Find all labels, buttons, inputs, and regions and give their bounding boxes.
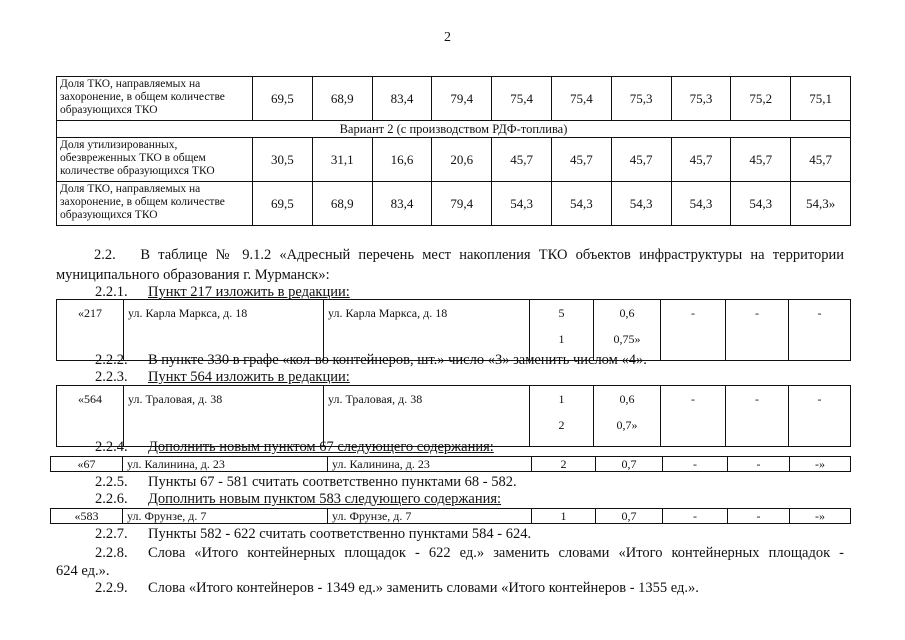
volume-value: 0,75» xyxy=(613,332,641,346)
container-count: 1 xyxy=(532,509,596,524)
item-number: 2.2.1. xyxy=(95,284,128,300)
paragraph-text: Дополнить новым пунктом 583 следующего содержания: xyxy=(148,491,502,507)
table-row xyxy=(51,457,851,472)
value-cell: 54,3» xyxy=(791,182,851,226)
item-number: 2.2.8. xyxy=(95,545,128,561)
value-cell: 79,4 xyxy=(432,182,492,226)
dash-cell: - xyxy=(728,457,790,472)
page-number: 2 xyxy=(444,30,451,45)
address-table-67 xyxy=(50,456,851,472)
value-cell: 75,3 xyxy=(671,77,731,121)
value-cell: 75,2 xyxy=(731,77,791,121)
address-cell: ул. Траловая, д. 38 xyxy=(124,386,324,447)
value-cell: 45,7 xyxy=(492,138,552,182)
row-label: Доля ТКО, направляемых на захоронение, в общем количестве образующихся ТКО xyxy=(57,182,253,226)
dash-cell: - xyxy=(663,509,728,524)
address-cell: ул. Калинина, д. 23 xyxy=(123,457,328,472)
volume-value: 0,7» xyxy=(616,418,638,432)
table-row xyxy=(57,77,851,121)
paragraph-text: Слова «Итого контейнеров - 1349 ед.» заменить словами «Итого контейнеров - 1355 ед.». xyxy=(148,580,699,596)
value-cell: 54,3 xyxy=(611,182,671,226)
paragraph-2-2-cont: муниципального образования г. Мурманск»: xyxy=(56,267,330,283)
table-row xyxy=(51,509,851,524)
address-cell: ул. Фрунзе, д. 7 xyxy=(123,509,328,524)
address-table-583 xyxy=(50,508,851,524)
point-number: «217 xyxy=(57,300,124,361)
value-cell: 16,6 xyxy=(372,138,432,182)
paragraph-text: Дополнить новым пунктом 67 следующего содержания: xyxy=(148,439,494,455)
value-cell: 54,3 xyxy=(671,182,731,226)
value-cell: 45,7 xyxy=(671,138,731,182)
value-cell: 54,3 xyxy=(492,182,552,226)
dash-cell: -» xyxy=(790,509,851,524)
dash-cell: -» xyxy=(790,457,851,472)
value-cell: 45,7 xyxy=(791,138,851,182)
value-cell: 75,1 xyxy=(791,77,851,121)
paragraph-2-2-7 xyxy=(95,524,531,544)
dash-cell: - xyxy=(726,386,789,447)
value-cell: 45,7 xyxy=(611,138,671,182)
dash-cell: - xyxy=(661,386,726,447)
value-cell: 54,3 xyxy=(731,182,791,226)
value-cell: 68,9 xyxy=(312,77,372,121)
item-number: 2.2.6. xyxy=(95,491,128,507)
paragraph-text: В таблице № 9.1.2 «Адресный перечень мест накопления ТКО объектов инфраструктуры на территории xyxy=(140,247,844,263)
paragraph-2-2 xyxy=(56,245,844,265)
paragraph-2-2-8 xyxy=(56,543,844,563)
value-cell: 69,5 xyxy=(253,182,313,226)
variant-row xyxy=(57,121,851,138)
paragraph-text: Пункты 582 - 622 считать соответственно пунктами 584 - 624. xyxy=(148,526,532,542)
volume-value: 0,6 xyxy=(619,392,635,406)
point-number: «583 xyxy=(51,509,123,524)
dash-cell: - xyxy=(728,509,790,524)
table-row xyxy=(57,182,851,226)
value-cell: 45,7 xyxy=(731,138,791,182)
item-number: 2.2.5. xyxy=(95,474,128,490)
container-count: 1 xyxy=(558,392,565,406)
paragraph-text: Слова «Итого контейнерных площадок - 622 ед.» заменить словами «Итого контейнерных площадок - xyxy=(148,545,844,561)
item-number: 2.2.7. xyxy=(95,526,128,542)
container-count: 1 xyxy=(558,332,565,346)
point-number: «564 xyxy=(57,386,124,447)
dash-cell: - xyxy=(661,300,726,361)
item-number: 2.2.4. xyxy=(95,439,128,455)
item-number: 2.2.9. xyxy=(95,580,128,596)
volume-value: 0,7 xyxy=(596,457,663,472)
dash-cell: - xyxy=(726,300,789,361)
value-cell: 54,3 xyxy=(551,182,611,226)
value-cell: 31,1 xyxy=(312,138,372,182)
paragraph-text: Пункт 217 изложить в редакции: xyxy=(148,284,350,300)
item-number: 2.2.2. xyxy=(95,352,128,368)
address-cell: ул. Калинина, д. 23 xyxy=(328,457,532,472)
row-label: Доля утилизированных, обезвреженных ТКО в общем количестве образующихся ТКО xyxy=(57,138,253,182)
value-cell: 45,7 xyxy=(551,138,611,182)
address-cell: ул. Карла Маркса, д. 18 xyxy=(124,300,324,361)
container-count: 2 xyxy=(558,418,565,432)
paragraph-2-2-8-cont: 624 ед.». xyxy=(56,563,110,579)
paragraph-text: Пункт 564 изложить в редакции: xyxy=(148,369,350,385)
paragraph-2-2-9 xyxy=(95,578,699,598)
table-row xyxy=(57,138,851,182)
value-cell: 75,4 xyxy=(492,77,552,121)
value-cell: 69,5 xyxy=(253,77,313,121)
value-cell: 30,5 xyxy=(253,138,313,182)
dash-cell: - xyxy=(789,386,851,447)
item-number: 2.2.3. xyxy=(95,369,128,385)
volume-value: 0,6 xyxy=(619,306,635,320)
container-count: 5 xyxy=(558,306,565,320)
paragraph-2-2-4 xyxy=(95,437,494,457)
value-cell: 75,4 xyxy=(551,77,611,121)
address-cell: ул. Траловая, д. 38 xyxy=(324,386,530,447)
item-number: 2.2. xyxy=(94,247,116,263)
container-count: 2 xyxy=(532,457,596,472)
value-cell: 83,4 xyxy=(372,182,432,226)
paragraph-text: В пункте 330 в графе «кол-во контейнеров, шт.» число «3» заменить числом «4». xyxy=(148,352,647,368)
value-cell: 79,4 xyxy=(432,77,492,121)
address-cell: ул. Фрунзе, д. 7 xyxy=(328,509,532,524)
value-cell: 75,3 xyxy=(611,77,671,121)
dash-cell: - xyxy=(789,300,851,361)
volume-cell xyxy=(594,386,661,447)
volume-value: 0,7 xyxy=(596,509,663,524)
paragraph-2-2-6 xyxy=(95,489,501,509)
value-cell: 68,9 xyxy=(312,182,372,226)
address-cell: ул. Карла Маркса, д. 18 xyxy=(324,300,530,361)
paragraph-2-2-3 xyxy=(95,367,350,387)
value-cell: 83,4 xyxy=(372,77,432,121)
variant-heading: Вариант 2 (с производством РДФ-топлива) xyxy=(57,121,851,138)
container-count-cell xyxy=(530,386,594,447)
row-label: Доля ТКО, направляемых на захоронение, в общем количестве образующихся ТКО xyxy=(57,77,253,121)
paragraph-text: Пункты 67 - 581 считать соответственно пунктами 68 - 582. xyxy=(148,474,517,490)
point-number: «67 xyxy=(51,457,123,472)
value-cell: 20,6 xyxy=(432,138,492,182)
indicator-table xyxy=(56,76,851,226)
dash-cell: - xyxy=(663,457,728,472)
